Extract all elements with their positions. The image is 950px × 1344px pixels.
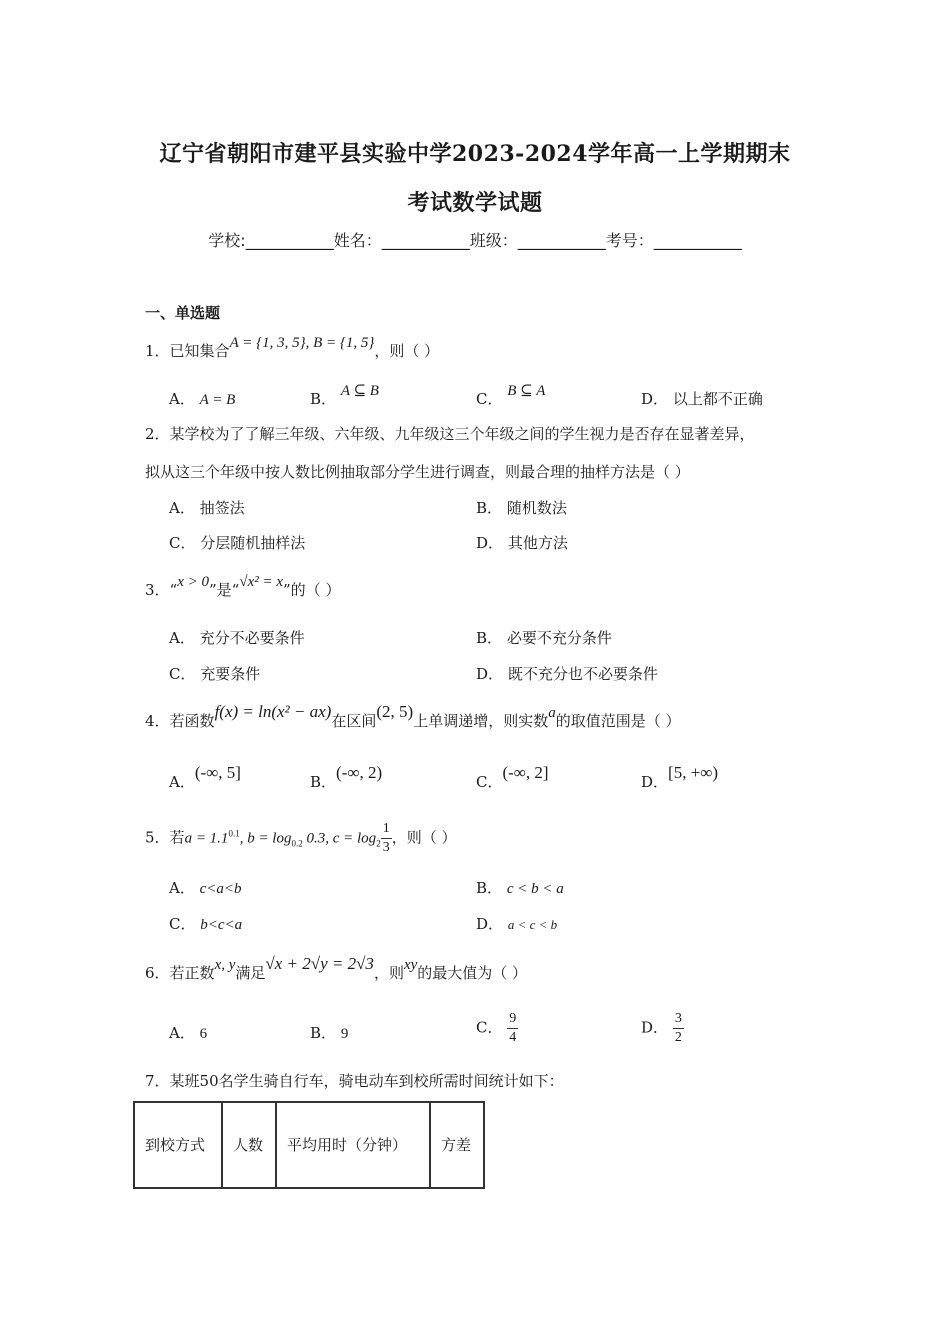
q4-stem-pre: 若函数 — [169, 712, 215, 730]
q6-number: 6． — [145, 964, 170, 982]
q5-stem-post: ，则（ ） — [391, 828, 457, 847]
question-4 — [145, 702, 681, 731]
q1-option-d[interactable] — [641, 388, 763, 409]
q5-b-base: 0.2 — [291, 838, 303, 849]
question-7 — [145, 1070, 564, 1091]
option-text: 以上都不正确 — [672, 390, 763, 408]
q2-option-b[interactable] — [476, 497, 567, 518]
option-label: B． — [310, 390, 337, 408]
q6-option-d-fraction — [673, 1010, 684, 1047]
fraction-denominator: 2 — [674, 1030, 682, 1045]
option-text: 9 — [340, 1026, 349, 1042]
q5-option-c[interactable] — [169, 913, 242, 934]
option-label: D． — [476, 915, 504, 933]
q4-stem-post1: 上单调递增，则实数 — [413, 712, 549, 730]
q3-quote: “ — [169, 581, 178, 599]
q4-stem-mid: 在区间 — [331, 712, 377, 730]
question-6 — [145, 954, 528, 983]
option-text: 抽签法 — [199, 499, 245, 517]
q2-option-c[interactable] — [169, 532, 305, 553]
q3-quote: ”是“ — [209, 581, 240, 599]
fraction-numerator: 1 — [381, 820, 392, 839]
option-text: a < c < b — [507, 917, 558, 932]
option-text: A = B — [199, 392, 236, 408]
option-text: c < b < a — [506, 881, 564, 897]
option-label: C． — [169, 915, 196, 933]
question-2-line1 — [145, 423, 755, 444]
q4-option-c[interactable] — [476, 763, 549, 792]
q3-option-c[interactable] — [169, 663, 260, 684]
option-label: B． — [310, 773, 337, 791]
option-label: C． — [476, 390, 503, 408]
q6-option-c-fraction — [507, 1010, 518, 1047]
fraction-numerator: 9 — [507, 1010, 518, 1029]
option-text: b<c<a — [200, 917, 243, 933]
q1-stem-post: ，则（ ） — [374, 342, 440, 360]
q3-option-a[interactable] — [169, 627, 305, 648]
q1-option-a[interactable] — [169, 388, 235, 409]
option-label: D． — [641, 773, 669, 791]
fraction-numerator: 3 — [673, 1010, 684, 1029]
q6-condition: √x + 2√y = 2√3 — [265, 954, 374, 973]
option-text: 6 — [199, 1026, 208, 1042]
q6-option-b[interactable] — [310, 1022, 348, 1043]
q3-math-1: x > 0 — [177, 574, 209, 590]
table-header-cell: 方差 — [430, 1102, 484, 1188]
q6-stem-post1: ，则 — [373, 964, 404, 982]
question-2-line2: 拟从这三个年级中按人数比例抽取部分学生进行调查，则最合理的抽样方法是（ ） — [145, 463, 690, 481]
doc-title-line1: 辽宁省朝阳市建平县实验中学2023-2024学年高一上学期期末 — [159, 141, 791, 167]
q5-option-a[interactable] — [169, 877, 242, 898]
question-1 — [145, 335, 440, 361]
q3-option-d[interactable] — [476, 663, 658, 684]
option-label: C． — [169, 665, 196, 683]
q5-c-base: 2 — [376, 838, 381, 849]
commute-table — [133, 1101, 485, 1189]
option-label: A． — [169, 1024, 195, 1042]
q4-option-b[interactable] — [310, 763, 383, 792]
q4-number: 4． — [145, 712, 170, 730]
q3-stem-post: ”的（ ） — [283, 581, 341, 599]
fraction-denominator: 4 — [509, 1030, 517, 1045]
option-text: 其他方法 — [507, 534, 568, 552]
doc-title-line2: 考试数学试题 — [407, 190, 543, 216]
option-label: D． — [641, 390, 669, 408]
q6-variables: x, y — [214, 957, 236, 973]
q7-stem: 某班50名学生骑自行车，骑电动车到校所需时间统计如下： — [169, 1072, 564, 1090]
option-text: (-∞, 2) — [336, 763, 383, 782]
option-label: B． — [476, 879, 503, 897]
q6-expression: xy — [403, 957, 418, 973]
q1-number: 1． — [145, 342, 170, 360]
q6-option-d[interactable] — [641, 1010, 684, 1047]
option-text: (-∞, 2] — [502, 763, 549, 782]
q6-option-a[interactable] — [169, 1022, 207, 1043]
q4-stem-post2: 的取值范围是（ ） — [555, 712, 681, 730]
q6-stem-pre: 若正数 — [169, 964, 215, 982]
option-text: A ⊆ B — [340, 383, 379, 399]
q1-stem-pre: 已知集合 — [169, 342, 230, 360]
q5-a-expr: a = 1.1 — [184, 830, 229, 847]
q4-function: f(x) = ln(x² − ax) — [214, 702, 332, 721]
q5-fraction — [381, 820, 392, 857]
q2-stem-1: 某学校为了了解三年级、六年级、九年级这三个年级之间的学生视力是否存在显著差异， — [169, 425, 755, 443]
option-text: 充分不必要条件 — [199, 629, 305, 647]
q1-option-b[interactable] — [310, 383, 379, 409]
table-header-cell: 平均用时（分钟） — [276, 1102, 430, 1188]
option-label: A． — [169, 629, 195, 647]
option-label: A． — [169, 499, 195, 517]
option-text: [5, +∞) — [668, 763, 719, 782]
table-header-cell: 到校方式 — [134, 1102, 222, 1188]
option-text: (-∞, 5] — [194, 763, 241, 782]
option-text: 必要不充分条件 — [506, 629, 612, 647]
option-label: C． — [476, 1018, 503, 1037]
option-label: A． — [169, 390, 195, 408]
option-label: B． — [476, 629, 503, 647]
q5-option-d[interactable] — [476, 913, 557, 934]
table-header-row — [134, 1102, 484, 1188]
q1-math: A = {1, 3, 5}, B = {1, 5} — [229, 335, 375, 351]
q3-option-b[interactable] — [476, 627, 612, 648]
q5-stem-pre: 若 — [169, 828, 185, 847]
q5-number: 5． — [145, 828, 170, 847]
q4-interval: (2, 5) — [376, 702, 414, 721]
option-label: A． — [169, 773, 195, 791]
q2-option-a[interactable] — [169, 497, 245, 518]
option-text: 充要条件 — [200, 665, 261, 683]
q3-math-2: √x² = x — [239, 574, 284, 590]
option-label: C． — [476, 773, 503, 791]
q2-option-d[interactable] — [476, 532, 568, 553]
option-label: B． — [310, 1024, 337, 1042]
option-label: D． — [476, 534, 504, 552]
option-label: A． — [169, 879, 195, 897]
option-label: C． — [169, 534, 196, 552]
q6-stem-post2: 的最大值为（ ） — [417, 964, 528, 982]
student-info-line: 学校:___________姓名：___________班级：___________考号：___________ — [208, 231, 742, 250]
option-text: 分层随机抽样法 — [200, 534, 306, 552]
section-heading: 一、单选题 — [145, 304, 221, 322]
fraction-denominator: 3 — [382, 840, 390, 855]
option-text: 随机数法 — [506, 499, 567, 517]
q5-c-expr: 0.3, c = log — [302, 830, 377, 847]
option-label: D． — [641, 1018, 669, 1037]
option-text: c<a<b — [199, 881, 242, 897]
q5-b-expr: , b = log — [239, 830, 292, 847]
q6-option-c[interactable] — [476, 1010, 518, 1047]
q7-number: 7． — [145, 1072, 170, 1090]
q6-stem-mid: 满足 — [235, 964, 266, 982]
question-3 — [145, 574, 341, 600]
option-label: D． — [476, 665, 504, 683]
q3-number: 3． — [145, 581, 170, 599]
q4-variable: a — [548, 705, 556, 721]
option-text: 既不充分也不必要条件 — [507, 665, 658, 683]
q1-option-c[interactable] — [476, 383, 546, 409]
q5-a-exponent: 0.1 — [228, 828, 240, 839]
option-label: B． — [476, 499, 503, 517]
table-header-cell: 人数 — [222, 1102, 276, 1188]
q2-number: 2． — [145, 425, 170, 443]
question-5 — [145, 820, 456, 857]
q4-option-d[interactable] — [641, 763, 719, 792]
q5-option-b[interactable] — [476, 877, 564, 898]
option-text: B ⊆ A — [507, 383, 546, 399]
q4-option-a[interactable] — [169, 763, 241, 792]
